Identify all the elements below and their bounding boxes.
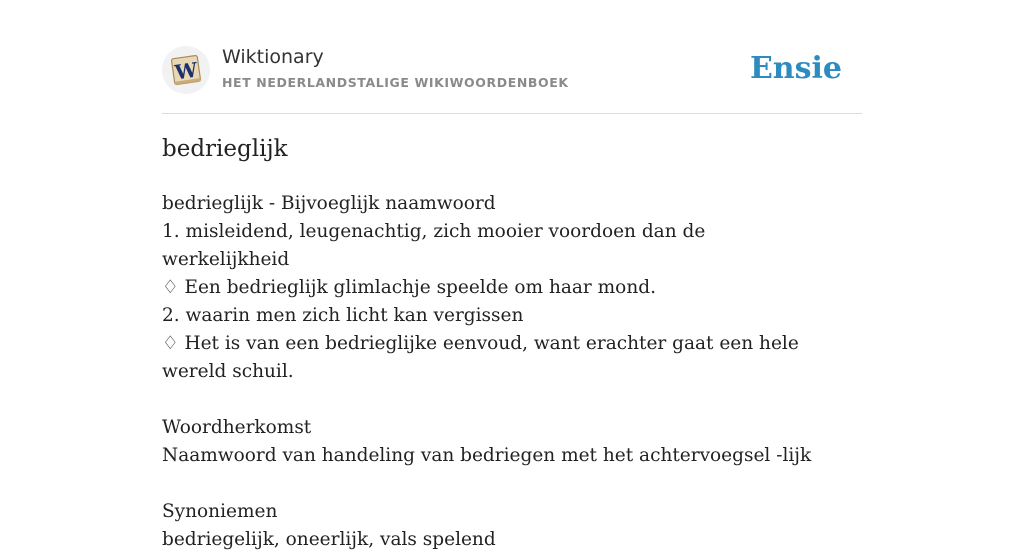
- entry-line-spacer: [162, 386, 822, 414]
- entry-line-synonyms-heading: Synoniemen: [162, 501, 278, 522]
- entry-line-synonyms: bedriegelijk, oneerlijk, vals spelend: [162, 529, 496, 550]
- entry-line-spacer: [162, 470, 822, 498]
- wiktionary-logo[interactable]: [162, 46, 210, 94]
- entry-body: [162, 190, 822, 554]
- entry-line-etymology: Naamwoord van handeling van bedriegen met het achtervoegsel -lijk: [162, 445, 812, 466]
- ensie-logo[interactable]: Ensie: [749, 51, 842, 86]
- entry-line-example-1: ♢ Een bedrieglijk glimlachje speelde om haar mond.: [162, 277, 656, 298]
- site-header: [162, 40, 862, 114]
- entry-line-definition-2: 2. waarin men zich licht kan vergissen: [162, 305, 524, 326]
- site-subtitle: HET NEDERLANDSTALIGE WIKIWOORDENBOEK: [222, 75, 569, 90]
- wiktionary-logo-icon: [166, 50, 206, 90]
- entry-line-definition-1: 1. misleidend, leugenachtig, zich mooier voordoen dan de werkelijkheid: [162, 221, 706, 270]
- entry-line-headword: bedrieglijk - Bijvoeglijk naamwoord: [162, 193, 496, 214]
- entry-line-example-2: ♢ Het is van een bedrieglijke eenvoud, want erachter gaat een hele wereld schuil.: [162, 333, 799, 382]
- entry-title: bedrieglijk: [162, 136, 288, 162]
- site-title[interactable]: Wiktionary: [222, 46, 324, 68]
- svg-text:W: W: [173, 57, 199, 85]
- entry-line-etymology-heading: Woordherkomst: [162, 417, 312, 438]
